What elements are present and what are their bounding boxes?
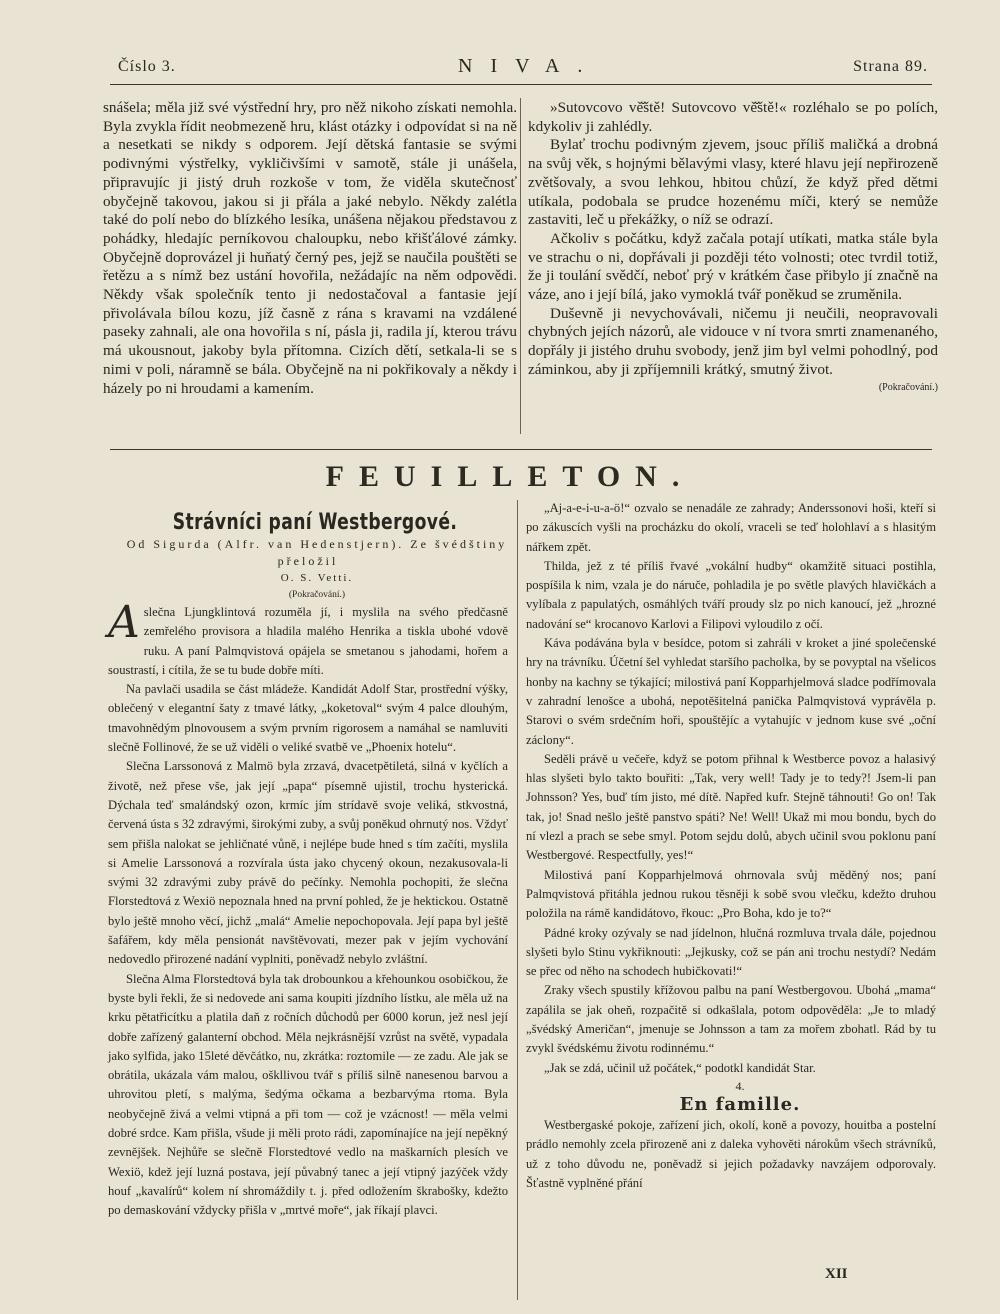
paragraph: Pádné kroky ozývaly se nad jídelnon, hlučná rozmluva trvala dále, pojednou slyšeti bylo Stinu vykřiknouti: „Jejkusky, což se pán ani trochu nestydí? Nedám se přec od něho na schodech hubičkovati!“ (526, 925, 936, 979)
story-translator: O. S. Vetti. (280, 572, 354, 584)
journal-title: NIVA. (458, 55, 601, 77)
signature-mark: XII (825, 1266, 848, 1282)
header-rule (110, 84, 932, 85)
paragraph: Na pavlači usadila se část mládeže. Kandidát Adolf Star, prostřední výšky, oblečený v elegantní šaty z tmavé látky, „koketoval“ svým 4 palce dlouhým, tmavohnědým plnovousem a svým prvním rigorosem a namáhal se namluviti slečně Follinové, že se už viděli o veliké svatbě ve „Phoenix hotelu“. (108, 682, 508, 755)
column-divider (517, 500, 518, 1300)
feuilleton-left-column (108, 510, 508, 1221)
paragraph: Milostivá paní Kopparhjelmová ohrnovala svůj měděný nos; paní Palmqvistová přitáhla jednou rukou těsněji k sobě svou vlečku, kdežto druhou položila na rámě kandidátovo, řkouc: „Pro Boha, kdo je to?“ (526, 867, 936, 921)
section-rule (110, 449, 932, 450)
paragraph: snášela; měla již své výstřední hry, pro něž nikoho získati nemohla. Byla zvykla řídit neobmezeně hru, klást otázky i odpovídat si na ně a nesetkati se nikdy s odporem. Její dětská fantasie se svými podivnými výstřelky, vykličivšími v samotě, stále ji unášela, připravujíc ji jistý druh rozkoše v tom, že viděla skutečnosť obyčejně takovou, jakou si ji přála a jaké nebylo. Někdy zalétla také do polí nebo do blízkého lesíka, unášena nějakou představou z pohádky, hledajíc perníkovou chaloupku, nebo křišťálové zámky. Obyčejně doprovázel ji huňatý černý pes, jejž se naučila pouštěti se řetězu a s nímž bez ustání hovořila, nežádajíc na něm odpovědi. Někdy však společník tento ji nedostačoval a fantasie její přivolávala bílou kozu, jíž časně z rána s kravami na vzdálené paseky zahnali, ale ona hovořila s ní, pásla ji, radila jí, kterou trávu má ukousnout, jakoby byla přítomna. Cizích dětí, setkala-li se s nimi v poli, náramně se bála. Obyčejně na ni pokřikovaly a někdy i házely po ni hroudami a kamením. (103, 99, 517, 397)
feuilleton-right-column (526, 499, 936, 1193)
section-number: 4. (735, 1078, 745, 1093)
paragraph: Ačkoliv s počátku, když začala potají utíkati, matka stále byla ve strachu o ni, dopřávali ji později této volnosti; otec tvrdil totiž, že ji toulání svědčí, neboť prý v krátkém čase přibylo jí značně na váze, ano i její bílá, jako vymoklá tvář poněkud se zruměnila. (528, 229, 938, 304)
continued-note: (Pokračování.) (288, 590, 346, 600)
paragraph: Káva podávána byla v besídce, potom si zahráli v kroket a jiné společenské hry na trávníku. Účetní šel vyhledat staršího pacholka, by se povyptal na všelicos honby na kachny se týkající; milostivá paní Kopparhjelmová sladce podřímovala v zahradní lenošce a ubohá, nepotěšitelná panička Palmqvistová vyprávěla p. Starovi o svém srdečním hoři, spouštějíc a vytahujíc v jednom kuse své „oční záclony“. (526, 636, 936, 747)
paragraph (108, 597, 508, 680)
page-number: Strana 89. (853, 58, 928, 75)
top-left-column (103, 99, 517, 398)
drop-cap: A (108, 597, 140, 648)
paragraph: „Jak se zdá, učinil už počátek,“ podotkl kandidát Star. (544, 1060, 816, 1075)
column-divider (520, 98, 521, 434)
top-right-column (528, 99, 938, 396)
feuilleton-heading: FEUILLETON. (325, 460, 695, 493)
paragraph: Duševně ji nevychovávali, ničemu ji neučili, neopravovali chybných jejích názorů, ale vidouce v ní tvora smrti znamenaného, dopřály ji jistého druhu svobody, jenž jim byl velmi pohodlný, pod záminkou, aby ji zpříjemnili krátký, smutný život. (528, 304, 938, 378)
page-header (118, 55, 928, 82)
story-title: Strávníci paní Westbergové. (172, 510, 458, 535)
section-title: En famille. (679, 1093, 801, 1115)
issue-number: Číslo 3. (118, 58, 176, 75)
paragraph-text: slečna Ljungklintová rozuměla jí, i myslila na svého předčasně zemřelého provisora a hladila malého Henrika a tiskla ubohé vdově ruku. A paní Palmqvistová opájela se smetanou s jahodami, hořem a soustrastí, i cítila, že se tu bude dobře míti. (108, 605, 508, 677)
paragraph: »Sutovcovo vě̌ště! Sutovcovo vě̌ště!« rozléhalo se po polích, kdykoliv ji zahlédly. (528, 99, 938, 135)
paragraph: Slečna Alma Florstedtová byla tak drobounkou a křehounkou osobičkou, že byste byli řekli, že si nedovede ani sama koupiti jízdního lístku, ale měla už na krku pětatřicítku a platila daň z ročních důchodů per 6000 korun, jež nesl její dobře zařízený galanterní obchod. Měla nejkrásnější vzrůst na světě, vypadala jako sylfida, jako 15leté děvčátko, nu, zkrátka: roztomile — ze zadu. Ale jak se obrátila, ukázala vám malou, oškllivou tvář s příliš silně nanesenou barvou a uhrovitou pletí, s malýma, šedýma očkama a bezbarvýma rtoma. Byla neobyčejně živá a velmi vtipná a při tom — což je vzácnost! — měla velmi dobré srdce. Kam přišla, všude ji měli proto rádi, zapomínajíce na její nepěkný zevnějšek. Nejhůře se slečně Florstedtové vedlo na maškarních plesích ve Wexiö, kdež její luzná postava, její půvabný tanec a její vtipný jazýček vždy houf „kavalírů“ kolem ní shromáždily t. j. před odložením škrabošky, kdežto po demaskování vždycky přišla v „mrtvé moře“, jak říkají plavci. (108, 971, 508, 1218)
paragraph: Seděli právě u večeře, když se potom přihnal k Westberce povoz a halasivý hlas slyšeti bylo takto bouřiti: „Tak, very well! Tady je to tedy?! Jsem-li pan Johnsson? Yes, buď tím jisto, mé dítě. Napřed kufr. Stejně táhnouti! Go on! Tak tak, jo! Snad nešlo ještě panstvo spáti? Ne! Well! Ukaž mi mou bondu, bych do ní vlezl a prach se sebe smyl. Potom sejdu dolů, abych učinil svou poklonu paní Westbergové. Respectfully, yes!“ (526, 751, 936, 863)
paragraph: Bylať trochu podivným zjevem, jsouc příliš maličká a drobná na svůj věk, s hojnými bělavými vlasy, které hlavu její nepřirozeně zvětšovaly, a svou lehkou, hbitou chůzí, že když před dětmi utíkala, podobala se prudce hozenému míči, který se nemůže zastaviti, leč u překážky, o níž se odrazí. (528, 136, 938, 229)
paragraph: Westbergaské pokoje, zařízení jich, okolí, koně a povozy, houitba a postelní prádlo nemohly zcela přirozeně ani z daleka vyhověti nárokům všech strávníků, už z toho důvodu ne, poněvadž si jejich požadavky navzájem odporovaly. Šťastně vyplněné přání (526, 1117, 936, 1190)
paragraph: Thilda, jež z té příliš řvavé „vokální hudby“ okamžitě situaci postihla, pospíšila k nim, vzala je do náruče, pohladila je po světle plavých hlavičkách a vylíbala z papulatých, osmáhlých tváří proudy slz po nich kanoucí, jež „hrozné nadování se“ krocanovo Karlovi a Filipovi vyloudilo z očí. (526, 558, 936, 631)
paragraph: „Aj-a-e-i-u-a-ö!“ ozvalo se nenadále ze zahrady; Anderssonovi hoši, kteří si po zákuscích vyšli na procházku do okolí, vraceli se teď holohlaví a s hlasitým nářkem zpět. (526, 501, 936, 554)
paragraph: Slečna Larssonová z Malmö byla zrzavá, dvacetpětiletá, silná v kyčlích a životě, než přese vše, jak její „papa“ písemně ujistil, trochu hysterická. Dýchala teď smalándský ozon, krmíc jím strídavě svoje veliká, stkvostná, červená ústa s 32 zdravými, širokými zuby, a svůj poněkud ohrnutý nos. Vždyť sem přišla nalokat se jehličnaté vůně, i nejlépe bude hned s tím začíti, myslila si Amelie Larssonová a rozvírala ústa jako chycený okoun, nezakusovala-li svými 32 zdravými zuby právě do pečínky. Nemohla pochopiti, že slečna Florstedtová z Wexiö nepoznala hned na první pohled, že je hektickou. Ostatně bylo ještě mnoho věcí, jichž „malá“ Amelie nepochopovala. Její papa byl ještě šafářem, kdy měla pensionát navštěvovati, mezer pak v jejím vychování nedovedlo přirozené nadání vyplniti, poněvadž nebylo zvláštní. (108, 759, 508, 967)
paragraph: Zraky všech spustily křížovou palbu na paní Westbergovou. Ubohá „mama“ zapálila se jak oheň, rozpačitě si odkašlala, potom odpověděla: „Je to mladý „švédský Američan“, jmenuje se Johnsson a tam za mořem zbohatl. Rád by tu zvykl švédskému životu rodinnému.“ (526, 983, 936, 1056)
continued-note: (Pokračování.) (878, 381, 938, 393)
story-byline: Od Sigurda (Alfr. van Hedenstjern). Ze švédštiny přeložil (126, 537, 508, 568)
